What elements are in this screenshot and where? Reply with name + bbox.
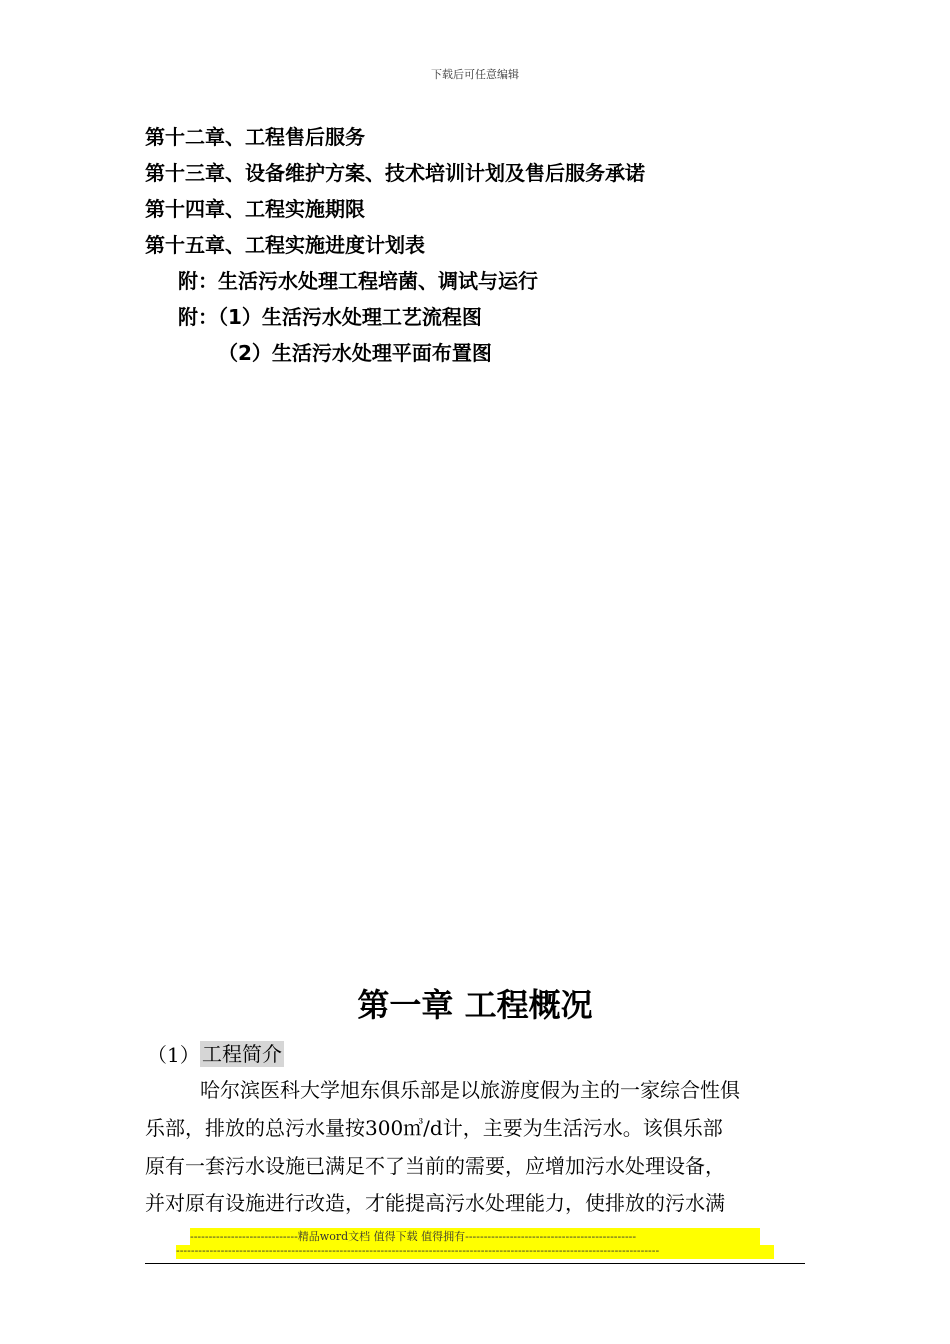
toc-chapter-12: 第十二章、工程售后服务 <box>145 125 365 149</box>
toc-chapter-13: 第十三章、设备维护方案、技术培训计划及售后服务承诺 <box>145 161 645 185</box>
toc-appendix-1: 附：生活污水处理工程培菌、调试与运行 <box>178 269 538 293</box>
chapter-title: 第一章 工程概况 <box>357 986 593 1024</box>
toc-appendix-2: 附：（1）生活污水处理工艺流程图 <box>178 305 482 329</box>
toc-chapter-15: 第十五章、工程实施进度计划表 <box>145 233 425 257</box>
paragraph-line-2: 乐部，排放的总污水量按300㎥/d计，主要为生活污水。该俱乐部 <box>145 1116 723 1140</box>
page-header-note: 下载后可任意编辑 <box>431 68 519 81</box>
paragraph-line-3: 原有一套污水设施已满足不了当前的需要，应增加污水处理设备， <box>145 1154 725 1178</box>
section-number: （1） <box>147 1043 200 1067</box>
footer-rule <box>145 1263 805 1264</box>
toc-chapter-14: 第十四章、工程实施期限 <box>145 197 365 221</box>
footer-banner-line-2: ---------------------------------------------------------------------------------------------------------------------------------- <box>176 1245 774 1259</box>
toc-appendix-3: （2）生活污水处理平面布置图 <box>218 341 492 365</box>
footer-banner-line-1: -----------------------------精品word文档 值得下载 值得拥有---------------------------------------------- <box>190 1228 760 1245</box>
section-title: 工程简介 <box>202 1042 282 1066</box>
paragraph-line-1: 哈尔滨医科大学旭东俱乐部是以旅游度假为主的一家综合性俱 <box>200 1078 740 1102</box>
paragraph-line-4: 并对原有设施进行改造，才能提高污水处理能力，使排放的污水满 <box>145 1191 725 1215</box>
